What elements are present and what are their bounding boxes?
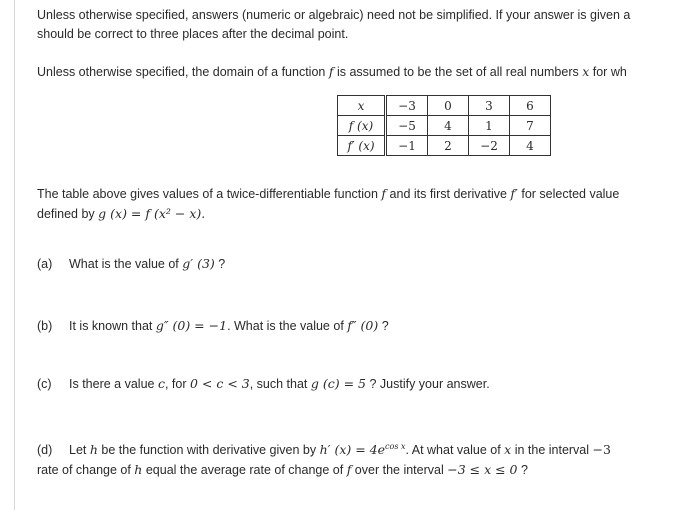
table-cell: 3 [469, 96, 510, 116]
table-row-header: f′ (x) [338, 136, 386, 156]
description-line-1: The table above gives values of a twice-differentiable function f and its first derivative f′ for selected value [37, 186, 620, 201]
table-cell: 0 [428, 96, 469, 116]
table-row [338, 96, 551, 116]
question-b: (b) It is known that g″ (0) = −1. What is the value of f″ (0) ? [37, 318, 389, 333]
table-cell: −3 [386, 96, 428, 116]
intro-line-2: should be correct to three places after the decimal point. [37, 27, 349, 41]
question-frame [14, 0, 700, 510]
question-label: (d) [37, 443, 53, 457]
table-cell: −5 [386, 116, 428, 136]
question-label: (c) [37, 377, 52, 391]
values-table [337, 95, 551, 156]
intro-line-3: Unless otherwise specified, the domain of a function f is assumed to be the set of all real numbers x for wh [37, 64, 627, 79]
table-cell: 6 [510, 96, 551, 116]
table-row-header: x [338, 96, 386, 116]
table-cell: 4 [510, 136, 551, 156]
question-a: (a) What is the value of g′ (3) ? [37, 256, 226, 271]
table-row [338, 116, 551, 136]
table-row-header: f (x) [338, 116, 386, 136]
question-label: (b) [37, 319, 53, 333]
question-d-line-1: (d) Let h be the function with derivative given by h′ $(x) = 4e^{cos x}$. At what value of x in the interval −3 [37, 442, 611, 457]
question-label: (a) [37, 257, 53, 271]
description-line-2: defined by g (x) = f (x² − x). [37, 206, 206, 221]
table-cell: 7 [510, 116, 551, 136]
table-cell: 4 [428, 116, 469, 136]
table-cell: 2 [428, 136, 469, 156]
question-d-line-2: rate of change of h equal the average rate of change of f over the interval −3 ≤ x ≤ 0 ? [37, 462, 528, 477]
intro-line-1: Unless otherwise specified, answers (numeric or algebraic) need not be simplified. If your answer is given a [37, 8, 631, 22]
table-row [338, 136, 551, 156]
table-cell: −2 [469, 136, 510, 156]
table-cell: −1 [386, 136, 428, 156]
question-c: (c) Is there a value c, for 0 < c < 3, such that g (c) = 5 ? Justify your answer. [37, 376, 490, 391]
table-cell: 1 [469, 116, 510, 136]
